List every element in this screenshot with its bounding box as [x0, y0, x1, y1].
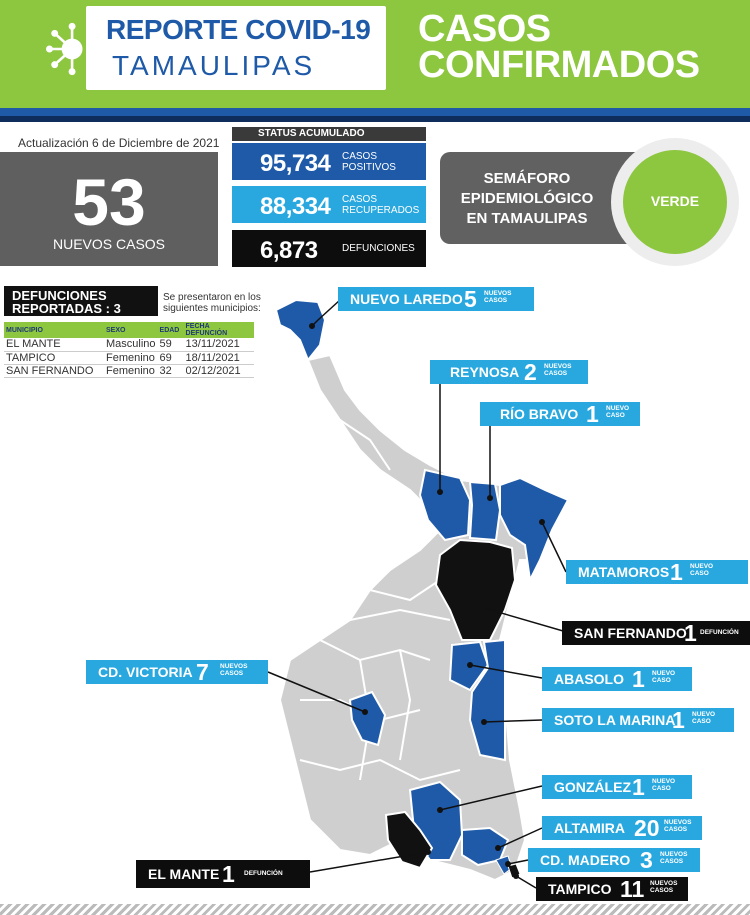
status-positive-label: CASOS POSITIVOS	[342, 151, 396, 173]
update-date: Actualización 6 de Diciembre de 2021	[18, 136, 220, 150]
label-el-mante: EL MANTE 1 DEFUNCIÓN	[136, 860, 310, 888]
deaths-note-line1: Se presentaron en los	[163, 292, 261, 303]
status-header: STATUS ACUMULADO	[232, 127, 426, 141]
col-edad: EDAD	[158, 322, 184, 338]
cell-municipio: SAN FERNANDO	[4, 364, 104, 377]
semaforo-line1: SEMÁFORO	[483, 170, 571, 187]
col-municipio: MUNICIPIO	[4, 322, 104, 338]
new-cases-number: 53	[72, 165, 146, 239]
cell-sexo: Femenino	[104, 364, 158, 377]
report-subtitle: TAMAULIPAS	[112, 50, 316, 81]
deaths-note-line2: siguientes municipios:	[163, 303, 261, 314]
heading-line1: CASOS	[418, 8, 551, 50]
status-recovered-number: 88,334	[260, 193, 331, 220]
label-cd-victoria: CD. VICTORIA 7 NUEVOS CASOS	[86, 660, 268, 684]
cell-sexo: Masculino	[106, 338, 156, 351]
label-san-fernando: SAN FERNANDO 1 DEFUNCIÓN	[562, 621, 750, 645]
cell-municipio: EL MANTE	[4, 338, 104, 351]
label-tampico: TAMPICO 11 NUEVOS CASOS	[536, 877, 688, 901]
label-matamoros: MATAMOROS 1 NUEVO CASO	[566, 560, 748, 584]
label-soto-la-marina: SOTO LA MARINA 1 NUEVO CASO	[542, 708, 734, 732]
region-nuevo-laredo	[276, 300, 325, 360]
label-abasolo: ABASOLO 1 NUEVO CASO	[542, 667, 692, 691]
col-sexo: SEXO	[104, 322, 158, 338]
new-cases-label: NUEVOS CASOS	[52, 236, 166, 252]
status-positive-number: 95,734	[260, 150, 331, 177]
col-fecha: FECHA DEFUNCIÓN	[184, 322, 254, 338]
deaths-title-line1: DEFUNCIONES	[12, 288, 107, 303]
label-rio-bravo: RÍO BRAVO 1 NUEVO CASO	[480, 402, 640, 426]
cell-edad: 32	[158, 364, 184, 377]
leader-tampico	[516, 876, 536, 888]
cell-edad: 59	[158, 338, 184, 351]
label-altamira: ALTAMIRA 20 NUEVOS CASOS	[542, 816, 702, 840]
status-deaths-label: DEFUNCIONES	[342, 243, 415, 254]
report-title: REPORTE COVID-19	[106, 14, 371, 45]
cell-edad: 69	[158, 351, 184, 364]
heading-line2: CONFIRMADOS	[418, 44, 700, 86]
cell-fecha: 13/11/2021	[184, 338, 254, 351]
label-gonzalez: GONZÁLEZ 1 NUEVO CASO	[542, 775, 692, 799]
label-nuevo-laredo: NUEVO LAREDO 5 NUEVOS CASOS	[338, 287, 534, 311]
cell-sexo: Femenino	[104, 351, 158, 364]
semaforo-status: VERDE	[650, 193, 700, 209]
label-reynosa: REYNOSA 2 NUEVOS CASOS	[430, 360, 588, 384]
cell-municipio: TAMPICO	[4, 351, 104, 364]
semaforo-line3: EN TAMAULIPAS	[466, 210, 588, 227]
deaths-title-line2: REPORTADAS : 3	[12, 301, 121, 316]
footer-stripes	[0, 904, 750, 915]
cell-fecha: 18/11/2021	[184, 351, 254, 364]
cell-fecha: 02/12/2021	[184, 364, 254, 377]
status-deaths-number: 6,873	[260, 237, 318, 264]
region-rio-bravo	[470, 482, 500, 540]
status-recovered-label: CASOS RECUPERADOS	[342, 194, 420, 216]
semaforo-line2: EPIDEMIOLÓGICO	[460, 190, 594, 207]
label-cd-madero: CD. MADERO 3 NUEVOS CASOS	[528, 848, 700, 872]
